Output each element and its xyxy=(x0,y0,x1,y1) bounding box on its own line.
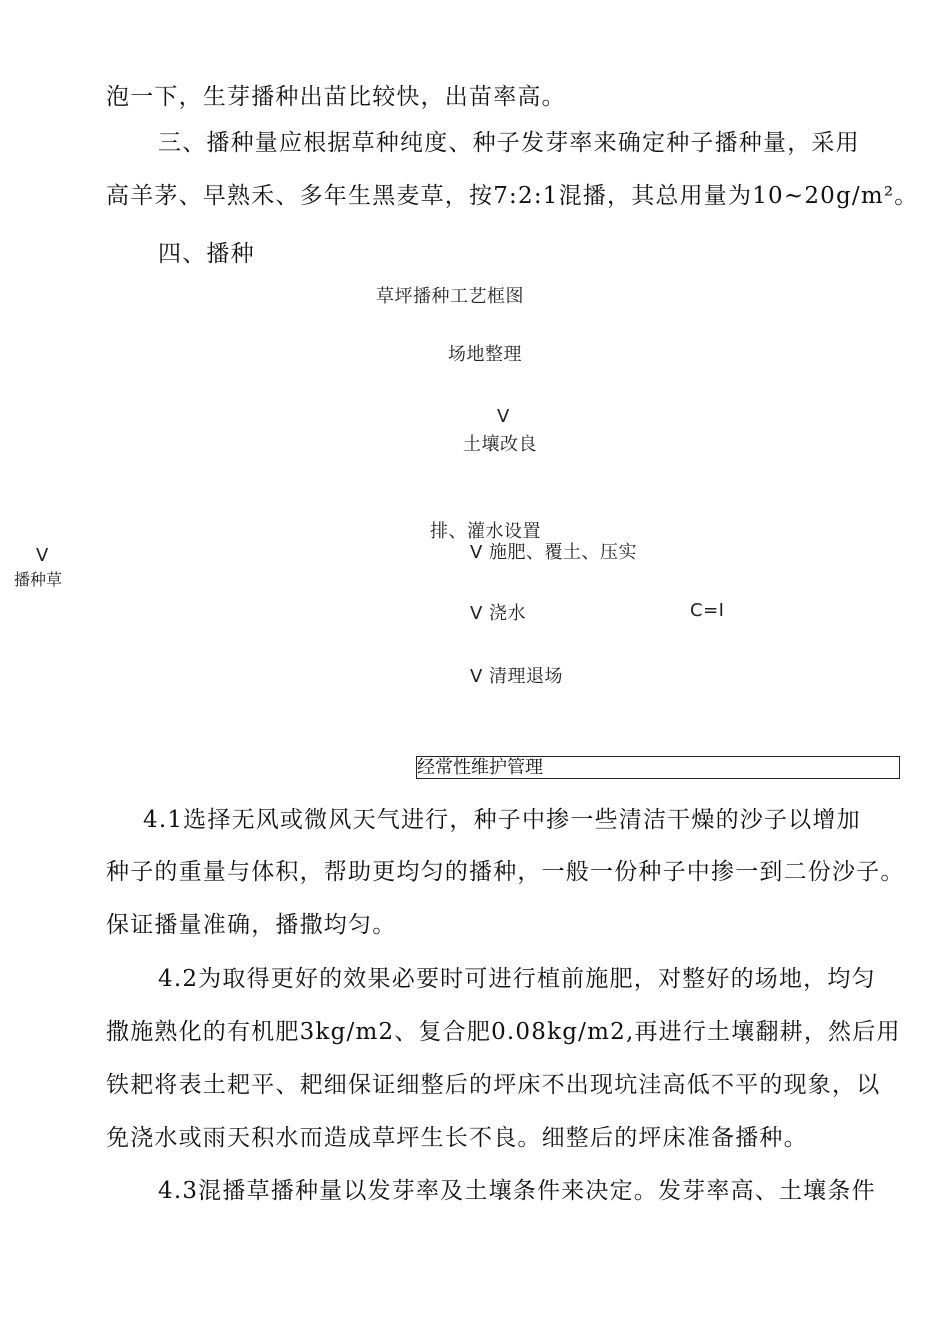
p41-line-2: 种子的重量与体积，帮助更均匀的播种，一般一份种子中掺一到二份沙子。 xyxy=(106,859,905,885)
p41-line-3: 保证播量准确，播撒均匀。 xyxy=(106,912,397,938)
flow-step-site-preparation: 场地整理 xyxy=(448,344,522,365)
flow-step-soil-improvement: 土壤改良 xyxy=(463,434,537,455)
flow-step-maintenance-box xyxy=(416,756,900,779)
flowchart-title: 草坪播种工艺框图 xyxy=(376,286,524,307)
section3-line-1: 三、播种量应根据草种纯度、种子发芽率来确定种子播种量，采用 xyxy=(158,130,860,156)
flow-artifact-text: C=I xyxy=(690,600,725,621)
side-label-sowing: 播种草 xyxy=(14,570,63,589)
p42-line-4: 免浇水或雨天积水而造成草坪生长不良。细整后的坪床准备播种。 xyxy=(106,1125,808,1151)
p43-line-1: 4.3混播草播种量以发芽率及土壤条件来决定。发芽率高、土壤条件 xyxy=(158,1178,876,1204)
p42-line-3: 铁耙将表土耙平、耙细保证细整后的坪床不出现坑洼高低不平的现象，以 xyxy=(106,1072,881,1098)
p42-line-2: 撒施熟化的有机肥3kg/m2、复合肥0.08kg/m2,再进行土壤翻耕，然后用 xyxy=(106,1019,901,1045)
section4-heading: 四、播种 xyxy=(158,241,255,267)
flow-step-maintenance-label: 经常性维护管理 xyxy=(417,757,543,778)
p41-line-1: 4.1选择无风或微风天气进行，种子中掺一些清洁干燥的沙子以增加 xyxy=(143,807,861,833)
p42-line-1: 4.2为取得更好的效果必要时可进行植前施肥，对整好的场地，均匀 xyxy=(158,966,876,992)
flow-step-watering: V 浇水 xyxy=(470,603,527,624)
flow-step-cleanup: V 清理退场 xyxy=(470,666,564,687)
side-arrow-down: V xyxy=(36,545,49,566)
flow-arrow-down: V xyxy=(497,406,510,427)
section3-line-2: 高羊茅、早熟禾、多年生黑麦草，按7:2:1混播，其总用量为10~20g/m²。 xyxy=(106,183,919,209)
intro-line-1: 泡一下，生芽播种出苗比较快，出苗率高。 xyxy=(106,84,566,110)
flow-step-fertilize-cover-compact: V 施肥、覆土、压实 xyxy=(470,542,638,563)
flow-step-drainage-irrigation: 排、灌水设置 xyxy=(430,521,541,542)
